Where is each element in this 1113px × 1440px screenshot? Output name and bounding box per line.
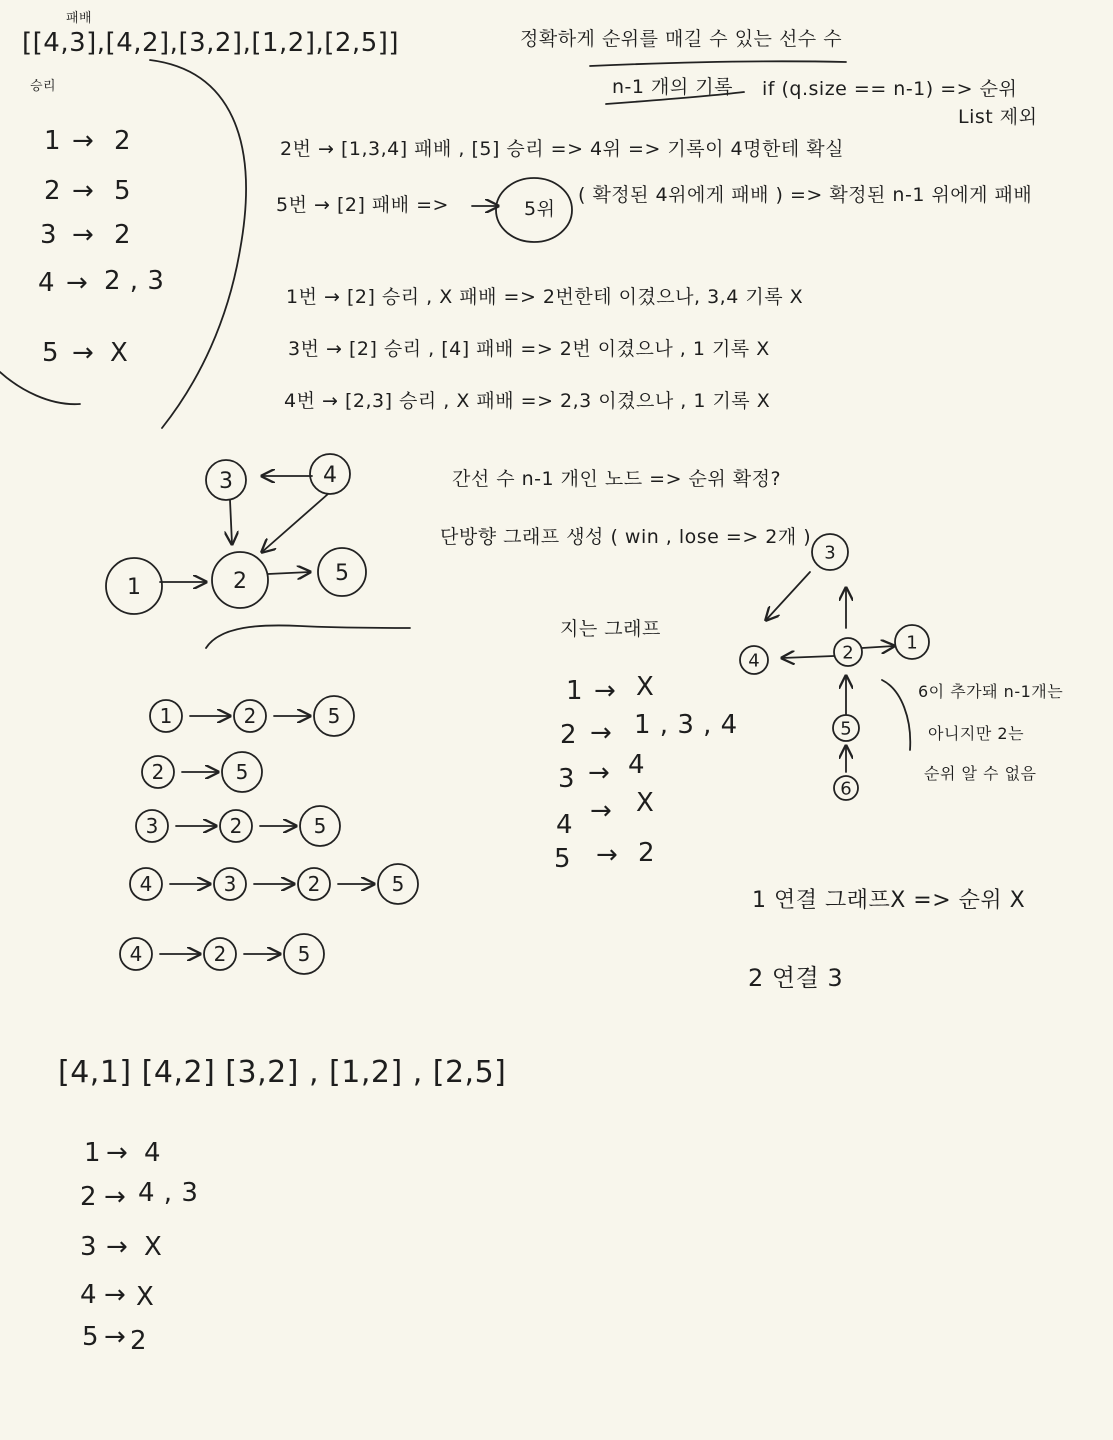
bottom-row-value: 4 [144, 1138, 162, 1168]
condition-underline [606, 92, 744, 104]
condition-left: n-1 개의 기록 [612, 76, 733, 98]
node-label: 3 [824, 542, 836, 564]
condition-note: List 제외 [958, 106, 1038, 128]
node [298, 868, 330, 900]
condition-right: if (q.size == n-1) => 순위 [762, 78, 1018, 100]
node [284, 934, 324, 974]
node [222, 752, 262, 792]
node-label: 4 [323, 462, 337, 488]
lose-row-key: 5 [554, 844, 572, 874]
one-way-graph-note: 단방향 그래프 생성 ( win , lose => 2개 ) [440, 526, 812, 548]
node-label: 2 [151, 760, 165, 785]
bottom-row-value: X [136, 1282, 155, 1312]
arrow-icon: → [72, 176, 95, 206]
node [214, 868, 246, 900]
arrow-icon: → [590, 718, 613, 748]
node-label: 4 [129, 942, 143, 967]
arrow-icon: → [66, 268, 89, 298]
arrow-icon: → [106, 1232, 129, 1262]
arrow-icon: → [590, 796, 613, 826]
node-label: 5 [235, 760, 249, 785]
node [234, 700, 266, 732]
win-row-value: X [110, 338, 129, 368]
win-label: 승리 [30, 79, 57, 94]
win-row-key: 5 [42, 338, 60, 368]
node-label: 2 [842, 642, 854, 664]
bottom-row-key: 1 [84, 1138, 102, 1168]
connected-note-1: 1 연결 그래프X => 순위 X [752, 888, 1026, 913]
node [834, 776, 858, 800]
arrow-icon: → [588, 758, 611, 788]
win-row-key: 4 [38, 268, 56, 298]
chain-list [120, 696, 418, 974]
bottom-results-array: [4,1] [4,2] [3,2] , [1,2] , [2,5] [58, 1055, 507, 1090]
node-label: 3 [223, 872, 237, 897]
note-player-4: 4번 → [2,3] 승리 , X 패배 => 2,3 이겼으나 , 1 기록 X [284, 390, 771, 412]
node-label: 6 [840, 778, 852, 800]
results-array: [[4,3],[4,2],[3,2],[1,2],[2,5]] [22, 28, 400, 58]
node [136, 810, 168, 842]
node-label: 3 [219, 468, 233, 494]
note-player-5-b: ( 확정된 4위에게 패배 ) => 확정된 n-1 위에게 패배 [578, 184, 1033, 206]
edge-2-5 [268, 572, 310, 574]
section-divider [206, 625, 410, 648]
node [895, 625, 929, 659]
node-label: 1 [906, 632, 918, 654]
arrow-icon: → [104, 1182, 127, 1212]
node [318, 548, 366, 596]
arrow-icon: → [72, 220, 95, 250]
note-player-3: 3번 → [2] 승리 , [4] 패배 => 2번 이겼으나 , 1 기록 X [288, 338, 770, 360]
win-row-value: 2 [114, 126, 132, 156]
side-note-bracket [882, 680, 910, 750]
edge-2-1 [862, 646, 894, 648]
node [212, 552, 268, 608]
arrow-icon: → [72, 338, 95, 368]
lose-graph-title: 지는 그래프 [560, 618, 661, 640]
node [130, 868, 162, 900]
note-player-5-a: 5번 → [2] 패배 => [276, 194, 449, 216]
edge-4-2 [262, 494, 328, 552]
node-label: 1 [159, 704, 173, 729]
edge-count-question: 간선 수 n-1 개인 노드 => 순위 확정? [452, 468, 782, 490]
bottom-row-value: 2 [130, 1326, 148, 1356]
win-row-value: 2 [114, 220, 132, 250]
bottom-row-key: 5 [82, 1322, 100, 1352]
lose-row-key: 3 [558, 764, 576, 794]
win-row-key: 3 [40, 220, 58, 250]
node-label: 4 [748, 650, 760, 672]
note-player-2: 2번 → [1,3,4] 패배 , [5] 승리 => 4위 => 기록이 4명한테 확실 [280, 138, 844, 160]
goal-underline [590, 61, 846, 66]
connected-note-2: 2 연결 3 [748, 964, 844, 992]
node [314, 696, 354, 736]
node-label: 5 [335, 560, 349, 586]
node-label: 2 [229, 814, 243, 839]
node [142, 756, 174, 788]
win-row-key: 2 [44, 176, 62, 206]
lose-row-value: 4 [628, 750, 646, 780]
side-note-line-3: 순위 알 수 없음 [924, 764, 1037, 783]
win-row-key: 1 [44, 126, 62, 156]
arrow-icon: → [104, 1322, 127, 1352]
lose-row-value: 1 , 3 , 4 [634, 710, 738, 740]
node [740, 646, 768, 674]
lose-row-key: 4 [556, 810, 574, 840]
lose-label: 패배 [66, 11, 93, 26]
bottom-row-key: 4 [80, 1280, 98, 1310]
list-bracket-right [150, 60, 246, 428]
edge-3-4 [766, 572, 810, 620]
lose-row-value: X [636, 672, 655, 702]
rank-5-circle [496, 178, 572, 242]
lose-row-key: 2 [560, 720, 578, 750]
arrow-icon: → [104, 1280, 127, 1310]
node [378, 864, 418, 904]
node [106, 558, 162, 614]
bottom-row-value: X [144, 1232, 163, 1262]
edge-3-2 [230, 500, 232, 544]
win-row-value: 5 [114, 176, 132, 206]
lose-row-key: 1 [566, 676, 584, 706]
node-label: 2 [213, 942, 227, 967]
win-row-value: 2 , 3 [104, 266, 165, 296]
node [834, 638, 862, 666]
node-label: 2 [233, 568, 247, 594]
bottom-row-key: 3 [80, 1232, 98, 1262]
win-graph [106, 454, 366, 614]
goal-text: 정확하게 순위를 매길 수 있는 선수 수 [520, 28, 843, 50]
node [120, 938, 152, 970]
node-label: 4 [139, 872, 153, 897]
bottom-row-key: 2 [80, 1182, 98, 1212]
node [812, 534, 848, 570]
node [204, 938, 236, 970]
arrow-icon: → [72, 126, 95, 156]
lose-row-value: 2 [638, 838, 656, 868]
node [220, 810, 252, 842]
node-label: 3 [145, 814, 159, 839]
node-label: 5 [391, 872, 405, 897]
bottom-row-value: 4 , 3 [138, 1178, 199, 1208]
node [300, 806, 340, 846]
node-label: 1 [127, 574, 141, 600]
node-label: 2 [243, 704, 257, 729]
node [833, 715, 859, 741]
lose-graph [740, 534, 929, 800]
list-bracket-left [0, 372, 80, 404]
side-note-line-2: 아니지만 2는 [928, 724, 1025, 743]
node-label: 5 [313, 814, 327, 839]
node-label: 5 [840, 718, 852, 740]
node-label: 2 [307, 872, 321, 897]
arrow-icon: → [594, 676, 617, 706]
node [206, 460, 246, 500]
note-player-5-rank: 5위 [524, 198, 556, 220]
node [150, 700, 182, 732]
arrow-icon: → [596, 840, 619, 870]
edge-2-4 [782, 656, 834, 658]
node-label: 5 [327, 704, 341, 729]
note-player-1: 1번 → [2] 승리 , X 패배 => 2번한테 이겼으나, 3,4 기록 X [286, 286, 804, 308]
lose-row-value: X [636, 788, 655, 818]
node [310, 454, 350, 494]
arrow-icon: → [106, 1138, 129, 1168]
side-note-line-1: 6이 추가돼 n-1개는 [918, 682, 1064, 701]
node-label: 5 [297, 942, 311, 967]
